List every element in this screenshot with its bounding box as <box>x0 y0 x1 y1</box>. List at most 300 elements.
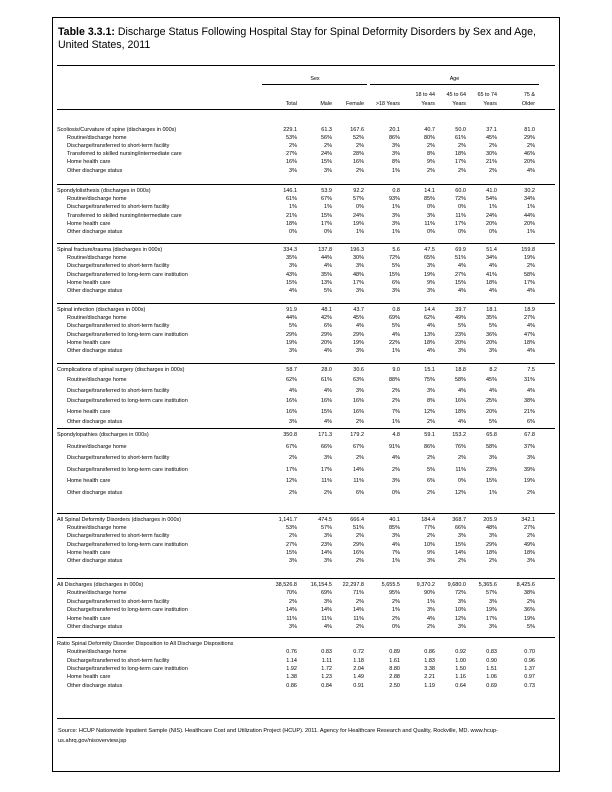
cell-value: 1.18 <box>353 657 364 664</box>
section-divider <box>57 303 555 304</box>
cell-value: 20% <box>523 159 535 166</box>
table-frame <box>52 17 560 772</box>
cell-value: 57% <box>352 196 364 203</box>
cell-value: 1% <box>356 229 364 235</box>
cell-value: 8% <box>427 398 435 405</box>
cell-value: 43% <box>285 271 297 278</box>
cell-value: 18% <box>485 549 497 556</box>
section-total: 47.5 <box>424 247 435 253</box>
cell-value: 15% <box>285 549 297 556</box>
table-row <box>57 195 555 203</box>
row-label: Routine/discharge home <box>67 255 127 262</box>
cell-value: 2.21 <box>424 674 435 681</box>
cell-value: 0% <box>289 229 297 235</box>
cell-value: 67% <box>285 443 297 450</box>
section-total: 14.4 <box>424 307 435 313</box>
section-title-row <box>57 126 555 134</box>
section-title-row <box>57 431 555 439</box>
section-total: 81.0 <box>524 127 535 133</box>
section-total: 30.2 <box>524 188 535 194</box>
cell-value: 5% <box>289 323 297 330</box>
row-label: Routine/discharge home <box>67 443 127 450</box>
row-label: Home health care <box>67 408 111 415</box>
section-total: 14.1 <box>424 188 435 194</box>
cell-value: 49% <box>454 315 466 322</box>
cell-value: 5% <box>392 263 400 270</box>
cell-value: 3% <box>289 419 297 425</box>
cell-value: 20% <box>485 220 497 227</box>
cell-value: 2% <box>489 558 497 564</box>
cell-value: 85% <box>423 196 435 203</box>
cell-value: 0.64 <box>455 682 466 689</box>
cell-value: 1.00 <box>455 657 466 664</box>
row-label: Routine/discharge home <box>67 525 127 532</box>
cell-value: 2% <box>427 533 435 540</box>
section-total: 137.8 <box>318 247 332 253</box>
cell-value: 20% <box>523 220 535 227</box>
table-row <box>57 606 555 614</box>
section-total: 16,154.5 <box>310 582 332 588</box>
cell-value: 4% <box>458 419 466 425</box>
section-title: Scoliosis/Curvature of spine (discharges in 000s) <box>57 127 177 133</box>
section-total: 18.9 <box>524 307 535 313</box>
cell-value: 3% <box>356 348 364 354</box>
section-total: 184.4 <box>421 517 435 523</box>
cell-value: 3% <box>489 533 497 540</box>
column-header-top: 18 to 44 <box>415 92 435 98</box>
cell-value: 6% <box>527 419 535 425</box>
row-label: Discharge/transferred to long-term care institution <box>67 466 188 473</box>
cell-value: 1% <box>392 167 400 174</box>
cell-value: 3% <box>356 288 364 294</box>
cell-value: 2% <box>324 490 332 496</box>
cell-value: 2% <box>392 398 400 405</box>
cell-value: 1.14 <box>286 657 297 664</box>
row-label: Discharge/transferred to short-term facility <box>67 263 170 270</box>
cell-value: 30% <box>485 151 497 158</box>
cell-value: 2% <box>458 167 466 174</box>
cell-value: 0% <box>458 478 466 485</box>
column-header: Total <box>285 101 297 107</box>
cell-value: 2% <box>392 598 400 605</box>
cell-value: 11% <box>353 615 364 622</box>
cell-value: 27% <box>285 541 297 548</box>
cell-value: 4% <box>489 288 497 294</box>
cell-value: 85% <box>388 525 400 532</box>
cell-value: 4% <box>392 541 400 548</box>
section-total: 67.8 <box>524 432 535 438</box>
cell-value: 1.83 <box>424 657 435 664</box>
cell-value: 2% <box>489 167 497 174</box>
section-total: 146.1 <box>283 188 297 194</box>
table-row <box>57 387 555 395</box>
section-title: Spinal infection (discharges in 000s) <box>57 307 146 313</box>
cell-value: 3% <box>527 455 535 462</box>
table-row <box>57 134 555 142</box>
cell-value: 15% <box>454 541 466 548</box>
cell-value: 3% <box>458 348 466 354</box>
cell-value: 29% <box>285 331 297 338</box>
cell-value: 72% <box>454 196 466 203</box>
cell-value: 3% <box>289 167 297 174</box>
table-row <box>57 489 555 497</box>
cell-value: 37% <box>523 443 535 450</box>
cell-value: 4% <box>458 387 466 394</box>
cell-value: 4% <box>458 263 466 270</box>
cell-value: 1% <box>427 598 435 605</box>
cell-value: 62% <box>423 315 435 322</box>
column-header: Years <box>483 101 497 107</box>
cell-value: 0% <box>392 490 400 496</box>
section-total: 196.3 <box>350 247 364 253</box>
section-total: 9.0 <box>392 367 400 373</box>
cell-value: 9% <box>427 549 435 556</box>
cell-value: 2.88 <box>389 674 400 681</box>
column-header: Years <box>452 101 466 107</box>
section-total: 205.9 <box>483 517 497 523</box>
cell-value: 11% <box>286 615 297 622</box>
cell-value: 3% <box>427 607 435 614</box>
cell-value: 2% <box>324 143 332 150</box>
cell-value: 4% <box>427 348 435 354</box>
table-row <box>57 657 555 665</box>
cell-value: 16% <box>352 408 364 415</box>
section-total: 18.8 <box>455 367 466 373</box>
section-title: Spondylolisthesis (discharges in 000s) <box>57 188 151 194</box>
column-header-top: 65 to 74 <box>477 92 497 98</box>
cell-value: 0.69 <box>486 682 497 689</box>
cell-value: 11% <box>321 615 332 622</box>
cell-value: 17% <box>485 615 497 622</box>
cell-value: 7% <box>392 549 400 556</box>
cell-value: 67% <box>320 196 332 203</box>
cell-value: 12% <box>423 408 435 415</box>
row-label: Discharge/transferred to long-term care institution <box>67 398 188 405</box>
cell-value: 24% <box>485 212 497 219</box>
cell-value: 3% <box>427 212 435 219</box>
cell-value: 5% <box>458 323 466 330</box>
cell-value: 0% <box>458 204 466 211</box>
cell-value: 3% <box>289 348 297 354</box>
cell-value: 72% <box>388 255 400 262</box>
cell-value: 21% <box>285 212 297 219</box>
section-total: 60.0 <box>455 188 466 194</box>
cell-value: 4% <box>427 615 435 622</box>
table-row <box>57 314 555 322</box>
cell-value: 47% <box>523 331 535 338</box>
cell-value: 17% <box>285 466 297 473</box>
section-total: 39.7 <box>455 307 466 313</box>
cell-value: 3% <box>324 558 332 564</box>
cell-value: 77% <box>423 525 435 532</box>
table-row <box>57 339 555 347</box>
cell-value: 1.19 <box>424 682 435 689</box>
section-total: 18.1 <box>486 307 497 313</box>
cell-value: 58% <box>523 271 535 278</box>
cell-value: 0.72 <box>353 649 364 656</box>
row-label: Discharge/transferred to long-term care institution <box>67 665 188 672</box>
cell-value: 3% <box>392 220 400 227</box>
cell-value: 14% <box>454 549 466 556</box>
header-rule <box>57 109 555 110</box>
cell-value: 11% <box>424 220 435 227</box>
cell-value: 42% <box>320 315 332 322</box>
row-label: Other discharge status <box>67 288 123 294</box>
table-row <box>57 228 555 236</box>
table-row <box>57 682 555 690</box>
cell-value: 0.91 <box>353 682 364 689</box>
cell-value: 14% <box>320 607 332 614</box>
cell-value: 3% <box>392 212 400 219</box>
cell-value: 1% <box>392 558 400 564</box>
cell-value: 24% <box>352 212 364 219</box>
cell-value: 57% <box>485 590 497 597</box>
cell-value: 16% <box>320 398 332 405</box>
section-total: 59.1 <box>424 432 435 438</box>
cell-value: 3% <box>427 263 435 270</box>
cell-value: 71% <box>352 590 364 597</box>
row-label: Discharge/transferred to long-term care institution <box>67 541 188 548</box>
section-total: 8,425.6 <box>516 582 535 588</box>
cell-value: 3% <box>289 263 297 270</box>
cell-value: 21% <box>485 159 497 166</box>
cell-value: 1.23 <box>321 674 332 681</box>
cell-value: 53% <box>285 135 297 142</box>
row-label: Discharge/transferred to short-term facility <box>67 657 170 664</box>
section-total: 92.2 <box>353 188 364 194</box>
row-label: Home health care <box>67 220 111 227</box>
cell-value: 4% <box>427 323 435 330</box>
cell-value: 16% <box>285 159 297 166</box>
cell-value: 45% <box>485 377 497 384</box>
cell-value: 0.83 <box>486 649 497 656</box>
cell-value: 63% <box>352 377 364 384</box>
cell-value: 66% <box>320 443 332 450</box>
cell-value: 13% <box>320 279 332 286</box>
cell-value: 1% <box>392 419 400 425</box>
cell-value: 3% <box>427 288 435 294</box>
cell-value: 70% <box>285 590 297 597</box>
cell-value: 2% <box>489 143 497 150</box>
header-age-group: Age <box>449 76 460 82</box>
row-label: Discharge/transferred to short-term facility <box>67 204 170 211</box>
cell-value: 44% <box>523 212 535 219</box>
table-row <box>57 408 555 416</box>
section-divider <box>57 363 555 364</box>
section-total: 342.1 <box>521 517 535 523</box>
cell-value: 3% <box>489 455 497 462</box>
cell-value: 4% <box>392 331 400 338</box>
cell-value: 19% <box>523 255 535 262</box>
cell-value: 16% <box>454 398 466 405</box>
cell-value: 20% <box>485 408 497 415</box>
section-total: 41.0 <box>486 188 497 194</box>
cell-value: 18% <box>285 220 297 227</box>
cell-value: 2% <box>427 490 435 496</box>
row-label: Other discharge status <box>67 624 123 630</box>
cell-value: 2% <box>289 490 297 496</box>
cell-value: 34% <box>485 255 497 262</box>
cell-value: 1% <box>489 204 497 211</box>
cell-value: 1% <box>392 229 400 235</box>
cell-value: 48% <box>485 525 497 532</box>
cell-value: 1.11 <box>321 657 332 664</box>
cell-value: 0.86 <box>424 649 435 656</box>
section-divider <box>57 428 555 429</box>
cell-value: 19% <box>352 339 364 346</box>
cell-value: 6% <box>324 323 332 330</box>
cell-value: 16% <box>352 398 364 405</box>
cell-value: 1% <box>392 348 400 354</box>
table-row <box>57 648 555 656</box>
cell-value: 5% <box>427 466 435 473</box>
cell-value: 20% <box>320 339 332 346</box>
section-total: 58.7 <box>286 367 297 373</box>
column-header-top: 75 & <box>523 92 535 98</box>
cell-value: 54% <box>485 196 497 203</box>
cell-value: 88% <box>388 377 400 384</box>
cell-value: 0.97 <box>524 674 535 681</box>
cell-value: 35% <box>285 255 297 262</box>
row-label: Discharge/transferred to short-term facility <box>67 143 170 150</box>
cell-value: 3% <box>392 151 400 158</box>
cell-value: 14% <box>352 607 364 614</box>
section-title-row <box>57 640 555 648</box>
cell-value: 2.50 <box>389 682 400 689</box>
cell-value: 4% <box>489 387 497 394</box>
section-title: All Discharges (discharges in 000s) <box>57 582 144 588</box>
cell-value: 4% <box>289 387 297 394</box>
section-total: 350.8 <box>283 432 297 438</box>
cell-value: 4% <box>527 348 535 354</box>
cell-value: 61% <box>454 135 466 142</box>
table-row <box>57 443 555 451</box>
cell-value: 6% <box>427 478 435 485</box>
row-label: Routine/discharge home <box>67 196 127 203</box>
cell-value: 39% <box>523 466 535 473</box>
cell-value: 1.50 <box>455 665 466 672</box>
cell-value: 3% <box>458 624 466 630</box>
section-total: 5.6 <box>392 247 400 253</box>
section-total: 167.6 <box>350 127 364 133</box>
cell-value: 35% <box>320 271 332 278</box>
source-note: Source: HCUP Nationwide Inpatient Sample (NIS). Healthcare Cost and Utilization Project (HCUP). 2011. Agency for Healthcare Research and Quality, Rockville, MD. www.hcup-us.ahrq.gov/nisoverview.jsp <box>58 728 498 744</box>
cell-value: 6% <box>392 279 400 286</box>
cell-value: 3% <box>289 558 297 564</box>
cell-value: 58% <box>485 443 497 450</box>
cell-value: 20% <box>485 339 497 346</box>
section-total: 0.8 <box>392 307 400 313</box>
section-total: 22,297.8 <box>342 582 364 588</box>
cell-value: 19% <box>485 607 497 614</box>
cell-value: 5% <box>489 323 497 330</box>
cell-value: 14% <box>352 466 364 473</box>
cell-value: 2% <box>356 419 364 425</box>
section-total: 91.9 <box>286 307 297 313</box>
cell-value: 5% <box>392 323 400 330</box>
cell-value: 2% <box>458 455 466 462</box>
cell-value: 4% <box>527 323 535 330</box>
table-row <box>57 541 555 549</box>
cell-value: 57% <box>320 525 332 532</box>
age-group-rule <box>370 84 539 85</box>
cell-value: 58% <box>454 377 466 384</box>
cell-value: 2% <box>392 387 400 394</box>
row-label: Other discharge status <box>67 167 123 174</box>
cell-value: 0.84 <box>321 682 332 689</box>
table-row <box>57 623 555 631</box>
cell-value: 2% <box>392 466 400 473</box>
row-label: Routine/discharge home <box>67 315 127 322</box>
cell-value: 19% <box>523 615 535 622</box>
section-total: 8.2 <box>489 367 497 373</box>
cell-value: 7% <box>392 408 400 415</box>
cell-value: 2% <box>289 455 297 462</box>
section-divider <box>57 578 555 579</box>
cell-value: 2% <box>356 558 364 564</box>
cell-value: 2% <box>356 624 364 630</box>
row-label: Other discharge status <box>67 348 123 354</box>
cell-value: 72% <box>454 590 466 597</box>
cell-value: 2% <box>356 143 364 150</box>
row-label: Home health care <box>67 674 111 681</box>
column-header: Years <box>421 101 435 107</box>
section-total: 0.8 <box>392 188 400 194</box>
cell-value: 5% <box>324 288 332 294</box>
row-label: Other discharge status <box>67 229 123 235</box>
cell-value: 12% <box>454 490 466 496</box>
cell-value: 2% <box>289 598 297 605</box>
cell-value: 36% <box>485 331 497 338</box>
table-row <box>57 466 555 474</box>
section-divider <box>57 637 555 638</box>
cell-value: 65% <box>423 255 435 262</box>
cell-value: 8.80 <box>389 665 400 672</box>
cell-value: 2% <box>427 143 435 150</box>
cell-value: 0.96 <box>524 657 535 664</box>
table-row <box>57 532 555 540</box>
cell-value: 4% <box>324 624 332 630</box>
cell-value: 29% <box>352 331 364 338</box>
cell-value: 0.90 <box>486 657 497 664</box>
cell-value: 51% <box>352 525 364 532</box>
cell-value: 3% <box>392 478 400 485</box>
row-label: Discharge/transferred to long-term care institution <box>67 271 188 278</box>
cell-value: 34% <box>523 196 535 203</box>
row-label: Other discharge status <box>67 419 123 425</box>
column-header: Female <box>346 101 364 107</box>
cell-value: 4% <box>458 288 466 294</box>
cell-value: 41% <box>485 271 497 278</box>
cell-value: 1.72 <box>321 665 332 672</box>
row-label: Discharge/transferred to short-term facility <box>67 387 170 394</box>
section-total: 38,526.8 <box>275 582 297 588</box>
table-caption: Discharge Status Following Hospital Stay for Spinal Deformity Disorders by Sex and Age, United States, 2011 <box>58 26 536 51</box>
cell-value: 38% <box>523 590 535 597</box>
cell-value: 4% <box>527 288 535 294</box>
section-total: 30.6 <box>353 367 364 373</box>
table-row <box>57 524 555 532</box>
cell-value: 23% <box>454 331 466 338</box>
table-row <box>57 557 555 565</box>
cell-value: 2% <box>427 455 435 462</box>
cell-value: 69% <box>388 315 400 322</box>
cell-value: 0% <box>427 229 435 235</box>
column-header: Male <box>320 101 332 107</box>
row-label: Discharge/transferred to short-term facility <box>67 598 170 605</box>
row-label: Other discharge status <box>67 682 123 689</box>
cell-value: 9% <box>427 279 435 286</box>
